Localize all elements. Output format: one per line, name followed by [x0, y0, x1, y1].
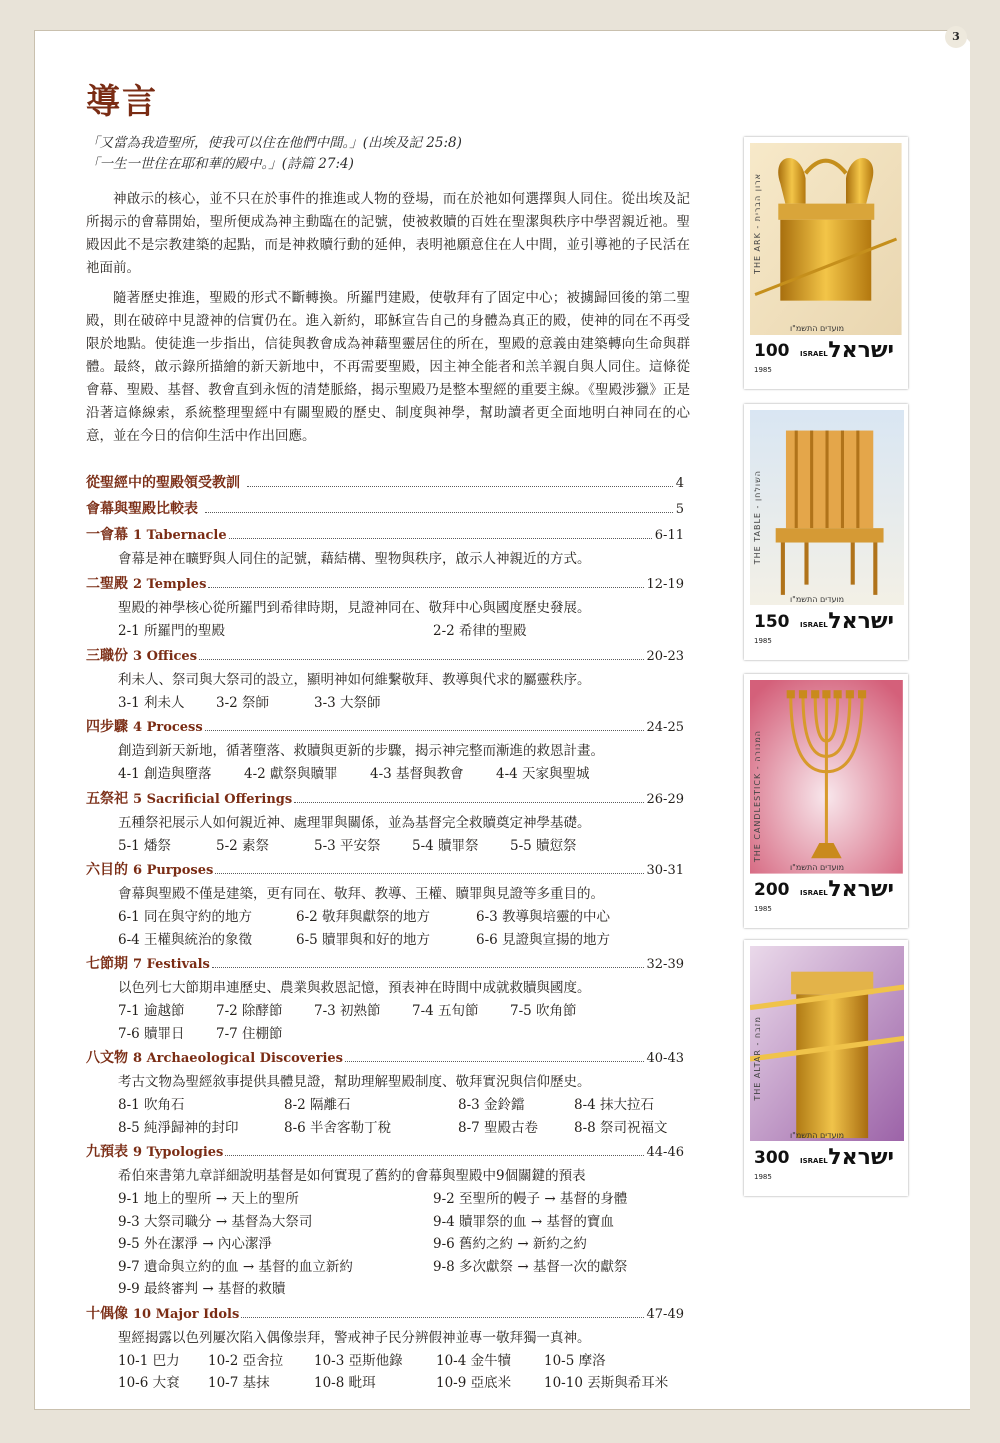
toc-subsection-item[interactable]: 10-1 巴力 — [118, 1352, 180, 1369]
toc-subsection-item[interactable]: 8-3 金鈴鐺 — [458, 1097, 525, 1113]
toc-section — [86, 953, 684, 1045]
quote-line: 「又當為我造聖所，使我可以住在他們中間。」(出埃及記 25:8) — [86, 135, 462, 151]
toc-subsection-item[interactable]: 7-4 五旬節 — [412, 1003, 479, 1019]
toc-subsection-item[interactable]: 9-7 遺命與立約的血 → 基督的血立新約 — [118, 1258, 353, 1275]
toc-entry-subtitle: 1 Tabernacle — [133, 528, 227, 543]
toc-subsection-item[interactable]: 9-3 大祭司職分 → 基督為大祭司 — [118, 1213, 313, 1230]
toc-section — [86, 859, 684, 951]
toc-page-range: 12-19 — [646, 577, 684, 592]
stamp-value: 200 — [754, 880, 790, 900]
dot-leader — [241, 1317, 643, 1318]
toc-entry-title: 十偶像 — [86, 1305, 128, 1322]
toc-entry-subtitle: 5 Sacrificial Offerings — [133, 791, 293, 807]
menorah-icon — [750, 680, 903, 874]
stamp-country-en: ISRAEL — [800, 350, 828, 358]
toc-subsection-item[interactable]: 4-4 天家與聖城 — [496, 766, 590, 782]
dot-leader — [345, 1061, 644, 1062]
toc-subsection-item[interactable]: 8-4 抹大拉石 — [574, 1097, 655, 1113]
stamp-country: ישראל — [828, 1145, 894, 1170]
stamp-candlestick — [744, 674, 908, 928]
stamp-country: ישראל — [828, 338, 894, 363]
toc-subsection-item[interactable]: 7-5 吹角節 — [510, 1003, 577, 1019]
toc-entry-title: 九預表 — [86, 1144, 128, 1160]
toc-subsection-item[interactable]: 10-3 亞斯他錄 — [314, 1352, 403, 1369]
toc-section — [86, 1303, 684, 1395]
toc-page-range: 24-25 — [646, 720, 684, 735]
toc-page-range: 6-11 — [654, 528, 684, 543]
toc-subsection-item[interactable]: 7-2 除酵節 — [216, 1003, 283, 1019]
toc-entry[interactable] — [86, 1047, 684, 1071]
stamp-table — [744, 404, 908, 660]
stamp-vertical-text: THE ARK - ארון הברית — [753, 173, 762, 274]
toc-page-range: 5 — [675, 502, 684, 517]
intro-text — [86, 188, 690, 455]
toc-section — [86, 645, 684, 715]
toc-subsection-item[interactable]: 9-4 贖罪祭的血 → 基督的寶血 — [433, 1213, 614, 1230]
toc-subsection-item[interactable]: 9-2 至聖所的幔子 → 基督的身體 — [433, 1191, 628, 1207]
stamp-year: 1985 — [754, 905, 772, 913]
toc-subsection-item[interactable]: 6-1 同在與守約的地方 — [118, 909, 253, 925]
toc-subsection-item[interactable]: 9-6 舊約之約 → 新約之約 — [433, 1236, 587, 1252]
toc-subsection-item[interactable]: 5-2 素祭 — [216, 837, 270, 854]
epigraph — [86, 133, 696, 175]
toc-entry-subtitle: 3 Offices — [133, 648, 198, 664]
page-title: 導言 — [86, 82, 158, 122]
toc-subsection-item[interactable]: 8-2 隔離石 — [284, 1097, 351, 1113]
toc-entry-title: 二聖殿 — [86, 576, 128, 592]
toc-subsection-item[interactable]: 8-8 祭司祝福文 — [574, 1119, 668, 1136]
table-of-contents — [86, 472, 684, 1397]
toc-subsection-item[interactable]: 5-5 贖愆祭 — [510, 837, 577, 854]
table-icon — [750, 410, 904, 605]
toc-subsection-item[interactable]: 8-1 吹角石 — [118, 1097, 185, 1113]
toc-subsection-item[interactable]: 2-2 希律的聖殿 — [433, 623, 527, 639]
toc-entry-title: 從聖經中的聖殿領受教訓 — [86, 475, 240, 491]
toc-section — [86, 573, 684, 643]
toc-subsection-item[interactable]: 3-3 大祭師 — [314, 694, 381, 711]
toc-subsection-item[interactable]: 6-6 見證與宣揚的地方 — [476, 931, 611, 948]
toc-page-range: 40-43 — [646, 1051, 684, 1066]
dot-leader — [199, 659, 644, 660]
dot-leader — [205, 512, 673, 513]
dot-leader — [294, 802, 643, 803]
toc-entry-subtitle: 2 Temples — [133, 577, 207, 592]
toc-entry-title: 一會幕 — [86, 527, 128, 543]
toc-section — [86, 1047, 684, 1139]
toc-subsection-item[interactable]: 10-8 毗珥 — [314, 1375, 376, 1391]
toc-subsection-item[interactable]: 10-9 亞底米 — [436, 1375, 512, 1391]
stamp-caption: מועדים התשמ"ו — [790, 1131, 845, 1140]
toc-entry[interactable] — [86, 472, 684, 496]
quote-line: 「一生一世住在耶和華的殿中。」(詩篇 27:4) — [86, 156, 354, 172]
toc-subsection-item[interactable]: 3-1 利未人 — [118, 694, 185, 711]
toc-subsection-item[interactable]: 9-8 多次獻祭 → 基督一次的獻祭 — [433, 1258, 628, 1275]
toc-description: 會幕是神在曠野與人同住的記號，藉結構、聖物與秩序，啟示人神親近的方式。 — [118, 551, 591, 567]
stamp-caption: מועדים התשמ"ו — [790, 595, 845, 604]
toc-section — [86, 472, 684, 496]
stamp-vertical-text: THE TABLE - השולחן — [753, 470, 762, 565]
toc-entry[interactable] — [86, 953, 684, 977]
toc-page-range: 4 — [675, 476, 684, 491]
toc-entry[interactable] — [86, 1303, 684, 1327]
toc-subsections — [86, 620, 684, 643]
toc-entry-title: 會幕與聖殿比較表 — [86, 501, 198, 517]
toc-subsection-item[interactable]: 6-4 王權與統治的象徵 — [118, 931, 253, 948]
toc-subsection-item[interactable]: 10-4 金牛犢 — [436, 1352, 512, 1369]
stamp-vertical-text: THE ALTAR - מזבח — [753, 1016, 762, 1101]
toc-subsection-item[interactable]: 9-9 最終審判 → 基督的救贖 — [118, 1281, 286, 1297]
toc-entry-subtitle: 6 Purposes — [133, 863, 214, 878]
toc-entry-title: 三職份 — [86, 647, 128, 664]
toc-entry-title: 八文物 — [86, 1050, 128, 1066]
toc-subsection-item[interactable]: 7-1 逾越節 — [118, 1003, 185, 1019]
stamp-caption: מועדים התשמ"ו — [790, 863, 845, 872]
intro-paragraph: 神啟示的核心，並不只在於事件的推進或人物的登場，而在於祂如何選擇與人同住。從出埃及記所揭示的會幕開始，聖所便成為神主動臨在的記號，使被救贖的百姓在聖潔與秩序中學習親近祂。聖殿因此不是宗教建築的起點，而是神救贖行動的延伸，表明祂願意住在人中間，並引導祂的子民活在祂面前。 — [86, 191, 690, 276]
toc-entry[interactable] — [86, 1141, 684, 1165]
toc-entry-subtitle: 4 Process — [133, 720, 203, 735]
stamp-year: 1985 — [754, 637, 772, 645]
toc-subsections — [86, 1350, 684, 1395]
stamp-altar — [744, 940, 908, 1196]
toc-entry[interactable] — [86, 645, 684, 669]
toc-description: 五種祭祀展示人如何親近神、處理罪與關係，並為基督完全救贖奠定神學基礎。 — [118, 814, 591, 831]
toc-subsection-item[interactable]: 8-7 聖殿古卷 — [458, 1119, 539, 1136]
toc-entry[interactable] — [86, 716, 684, 740]
toc-section — [86, 788, 684, 858]
toc-subsection-item[interactable]: 9-5 外在潔淨 → 內心潔淨 — [118, 1236, 272, 1252]
dot-leader — [229, 538, 652, 539]
toc-section — [86, 498, 684, 522]
toc-subsection-item[interactable]: 4-1 創造與墮落 — [118, 766, 212, 782]
stamp-year: 1985 — [754, 1173, 772, 1181]
toc-subsection-item[interactable]: 5-4 贖罪祭 — [412, 837, 479, 854]
toc-subsection-item[interactable]: 7-3 初熟節 — [314, 1003, 381, 1019]
toc-entry-subtitle: 8 Archaeological Discoveries — [133, 1051, 343, 1066]
toc-description: 聖殿的神學核心從所羅門到希律時期，見證神同在、敬拜中心與國度歷史發展。 — [118, 600, 591, 616]
stamp-country-en: ISRAEL — [800, 621, 828, 629]
toc-subsection-item[interactable]: 2-1 所羅門的聖殿 — [118, 623, 226, 639]
toc-entry-subtitle: 9 Typologies — [133, 1145, 224, 1160]
toc-subsection-item[interactable]: 4-3 基督與教會 — [370, 766, 464, 782]
toc-subsection-item[interactable]: 10-6 大袞 — [118, 1375, 180, 1391]
toc-entry[interactable] — [86, 859, 684, 883]
toc-description: 聖經揭露以色列屢次陷入偶像崇拜，警戒神子民分辨假神並專一敬拜獨一真神。 — [118, 1329, 591, 1346]
toc-subsection-item[interactable]: 6-2 敬拜與獻祭的地方 — [296, 909, 431, 925]
toc-entry-title: 四步驟 — [86, 719, 128, 735]
toc-section — [86, 1141, 684, 1301]
toc-subsections — [86, 1094, 684, 1139]
toc-entry-subtitle: 7 Festivals — [133, 957, 210, 972]
stamp-ark — [744, 137, 908, 389]
toc-subsection-item[interactable]: 10-5 摩洛 — [544, 1352, 606, 1369]
toc-subsections — [86, 763, 684, 786]
stamp-value: 300 — [754, 1148, 790, 1168]
toc-page-range: 26-29 — [646, 791, 684, 807]
toc-page-range: 30-31 — [646, 863, 684, 878]
toc-subsection-item[interactable]: 8-5 純淨歸神的封印 — [118, 1119, 239, 1136]
toc-page-range: 44-46 — [646, 1145, 684, 1160]
stamp-country: ישראל — [828, 609, 894, 634]
stamp-value: 100 — [754, 341, 790, 361]
dot-leader — [208, 587, 643, 588]
dot-leader — [225, 1155, 643, 1156]
toc-description: 希伯來書第九章詳細說明基督是如何實現了舊約的會幕與聖殿中9個關鍵的預表 — [118, 1168, 586, 1184]
toc-entry[interactable] — [86, 573, 684, 597]
stamp-value: 150 — [754, 612, 790, 632]
stamp-year: 1985 — [754, 366, 772, 374]
page-number: 3 — [945, 26, 967, 48]
toc-description: 會幕與聖殿不僅是建築，更有同在、敬拜、教導、王權、贖罪與見證等多重目的。 — [118, 886, 604, 902]
toc-description: 創造到新天新地，循著墮落、救贖與更新的步驟，揭示神完整而漸進的救恩計畫。 — [118, 743, 604, 759]
toc-subsection-item[interactable]: 5-1 燔祭 — [118, 837, 172, 854]
toc-description: 利未人、祭司與大祭司的設立，顯明神如何維繫敬拜、教導與代求的屬靈秩序。 — [118, 671, 591, 688]
toc-entry[interactable] — [86, 788, 684, 812]
stamp-country-en: ISRAEL — [800, 1157, 828, 1165]
toc-subsections — [86, 835, 684, 858]
stamp-caption: מועדים התשמ"ו — [790, 324, 845, 333]
stamp-country: ישראל — [828, 877, 894, 902]
toc-entry-title: 五祭祀 — [86, 790, 128, 807]
toc-page-range: 47-49 — [646, 1306, 684, 1322]
dot-leader — [212, 967, 644, 968]
toc-subsections — [86, 692, 684, 715]
toc-subsection-item[interactable]: 10-7 基抹 — [208, 1375, 270, 1391]
ark-icon — [750, 143, 902, 335]
intro-paragraph: 隨著歷史推進，聖殿的形式不斷轉換。所羅門建殿，使敬拜有了固定中心；被擄歸回後的第二聖殿，則在破碎中見證神的信實仍在。進入新約，耶穌宣告自己的身體為真正的殿，使神的同在不再受限於地點。使徒進一步指出，信徒與教會成為神藉聖靈居住的所在，聖殿的意義由建築轉向生命與群體。最終，啟示錄所描繪的新天新地中，不再需要聖殿，因主神全能者和羔羊親自與人同住。這條從會幕、聖殿、基督、教會直到永恆的清楚脈絡，揭示聖殿乃是整本聖經的重要主線。《聖殿涉獵》正是沿著這條線索，系統整理聖經中有關聖殿的歷史、制度與神學，幫助讀者更全面地明白神同在的心意，並在今日的信仰生活中作出回應。 — [86, 290, 690, 444]
toc-entry[interactable] — [86, 498, 684, 522]
toc-subsection-item[interactable]: 10-10 丟斯與希耳米 — [544, 1375, 669, 1391]
altar-icon — [750, 946, 904, 1141]
stamp-country-en: ISRAEL — [800, 889, 828, 897]
toc-subsections — [86, 1188, 684, 1301]
toc-description: 以色列七大節期串連歷史、農業與救恩記憶，預表神在時間中成就救贖與國度。 — [118, 980, 591, 996]
dot-leader — [205, 730, 644, 731]
toc-subsection-item[interactable]: 9-1 地上的聖所 → 天上的聖所 — [118, 1191, 299, 1207]
toc-subsection-item[interactable]: 6-5 贖罪與和好的地方 — [296, 931, 431, 948]
toc-description: 考古文物為聖經敘事提供具體見證，幫助理解聖殿制度、敬拜實況與信仰歷史。 — [118, 1074, 591, 1090]
toc-entry[interactable] — [86, 524, 684, 548]
toc-subsection-item[interactable]: 8-6 半舍客勒丁稅 — [284, 1119, 392, 1136]
stamp-vertical-text: THE CANDLESTICK - המנורה — [753, 730, 762, 863]
toc-subsections — [86, 1000, 684, 1045]
toc-entry-title: 七節期 — [86, 956, 128, 972]
toc-section — [86, 716, 684, 786]
toc-subsection-item[interactable]: 10-2 亞舍拉 — [208, 1352, 284, 1369]
toc-section — [86, 524, 684, 571]
toc-page-range: 32-39 — [646, 957, 684, 972]
toc-entry-title: 六目的 — [86, 862, 128, 878]
toc-page-range: 20-23 — [646, 648, 684, 664]
dot-leader — [215, 873, 643, 874]
toc-subsections — [86, 906, 684, 951]
toc-subsection-item[interactable]: 4-2 獻祭與贖罪 — [244, 766, 338, 782]
dot-leader — [247, 486, 673, 487]
toc-subsection-item[interactable]: 3-2 祭師 — [216, 694, 270, 711]
toc-subsection-item[interactable]: 7-6 贖罪日 — [118, 1025, 185, 1042]
toc-subsection-item[interactable]: 7-7 住棚節 — [216, 1025, 283, 1042]
toc-entry-subtitle: 10 Major Idols — [133, 1306, 240, 1322]
toc-subsection-item[interactable]: 5-3 平安祭 — [314, 837, 381, 854]
toc-subsection-item[interactable]: 6-3 教導與培靈的中心 — [476, 909, 611, 925]
